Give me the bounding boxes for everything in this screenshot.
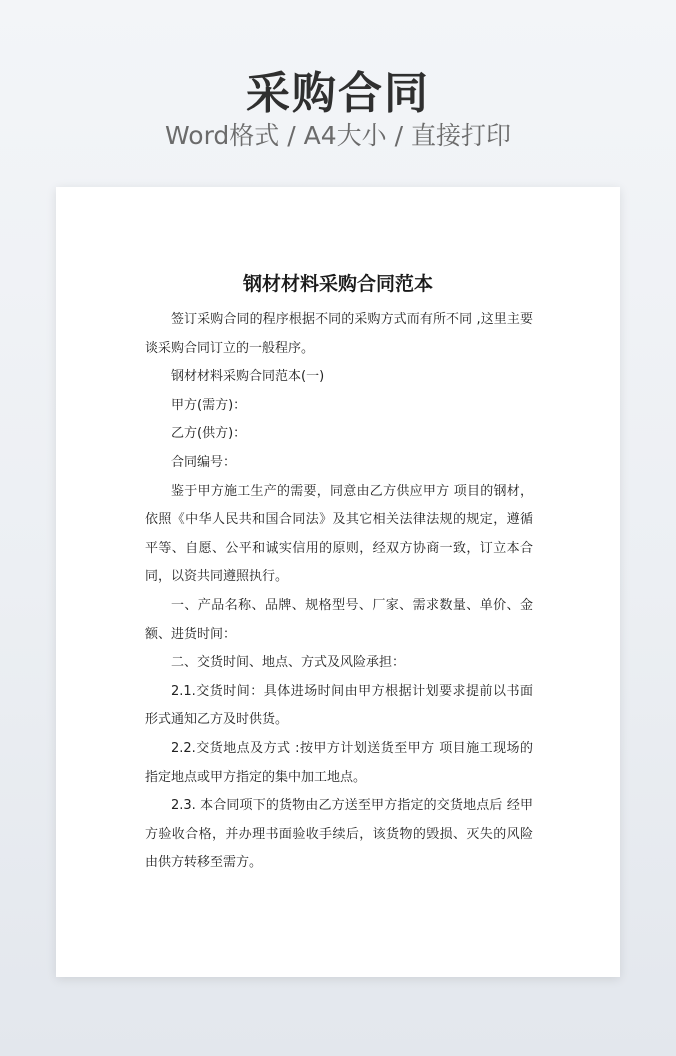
document-title: 钢材材料采购合同范本 xyxy=(242,273,433,295)
document-page xyxy=(56,187,620,977)
paragraph-contract-number: 合同编号： xyxy=(171,454,237,470)
page-title: 采购合同 xyxy=(246,68,430,119)
paragraph-section-1: 一、产品名称、品牌、规格型号、厂家、需求数量、单价、金额、进货时间： xyxy=(145,597,533,642)
document-body xyxy=(145,306,533,878)
paragraph-clause-2-2: 2.2.交货地点及方式 :按甲方计划送货至甲方 项目施工现场的指定地点或甲方指定的集中加工地点。 xyxy=(145,740,533,785)
paragraph-party-a: 甲方(需方)： xyxy=(171,397,247,413)
paragraph-template-heading: 钢材材料采购合同范本(一) xyxy=(171,369,325,385)
paragraph-preamble: 鉴于甲方施工生产的需要，同意由乙方供应甲方 项目的钢材，依照《中华人民共和国合同法》及其它相关法律法规的规定，遵循平等、自愿、公平和诚实信用的原则，经双方协商一致，订立本合同，以资共同遵照执行。 xyxy=(145,483,533,585)
paragraph-intro: 签订采购合同的程序根据不同的采购方式而有所不同 ,这里主要谈采购合同订立的一般程序。 xyxy=(145,312,533,356)
paragraph-section-2: 二、交货时间、地点、方式及风险承担： xyxy=(171,655,406,671)
page-subtitle: Word格式 / A4大小 / 直接打印 xyxy=(165,121,511,150)
paragraph-party-b: 乙方(供方)： xyxy=(171,426,247,442)
paragraph-clause-2-3: 2.3. 本合同项下的货物由乙方送至甲方指定的交货地点后 经甲方验收合格，并办理书面验收手续后，该货物的毁损、灭失的风险由供方转移至需方。 xyxy=(145,798,533,871)
paragraph-clause-2-1: 2.1.交货时间：具体进场时间由甲方根据计划要求提前以书面形式通知乙方及时供货。 xyxy=(145,683,533,728)
